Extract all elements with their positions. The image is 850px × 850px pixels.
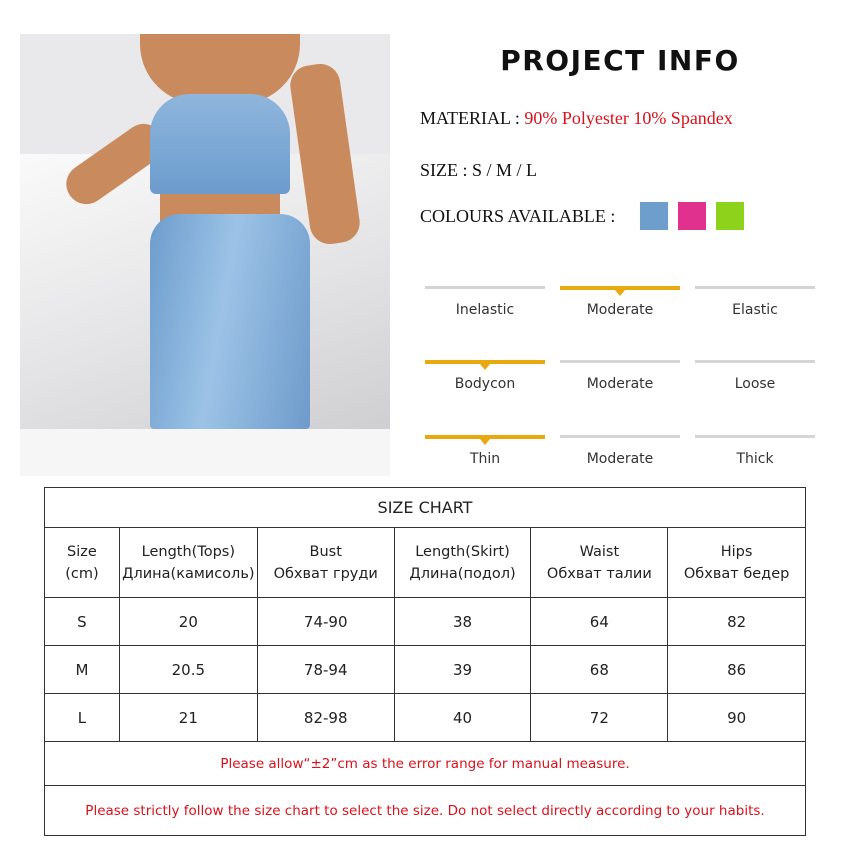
- crop-top: [150, 94, 290, 194]
- table-row: [45, 598, 806, 646]
- header-bust: Bust Обхват груди: [257, 528, 394, 598]
- attr-thickness-thick: Thick: [695, 435, 815, 493]
- table-row: [45, 646, 806, 694]
- header-length-tops: Length(Tops) Длина(камисоль): [119, 528, 257, 598]
- attr-fit-bodycon: Bodycon: [425, 360, 545, 418]
- header-waist: Waist Обхват талии: [531, 528, 668, 598]
- cell-bust: 82-98: [257, 694, 394, 742]
- cell-length-tops: 20: [119, 598, 257, 646]
- cell-waist: 64: [531, 598, 668, 646]
- selected-marker-icon: [480, 439, 490, 445]
- measure-error-note: Please allow“±2”cm as the error range for manual measure.: [45, 742, 806, 786]
- size-advice-row: [45, 786, 806, 836]
- material-value: 90% Polyester 10% Spandex: [524, 108, 733, 128]
- cell-size: L: [45, 694, 120, 742]
- product-photo: [20, 34, 390, 476]
- table-row: [45, 694, 806, 742]
- attr-fit-moderate: Moderate: [560, 360, 680, 418]
- size-label: SIZE :: [420, 160, 472, 180]
- cell-length-skirt: 39: [394, 646, 531, 694]
- selected-marker-icon: [480, 364, 490, 370]
- attr-thickness-thin: Thin: [425, 435, 545, 493]
- cell-size: M: [45, 646, 120, 694]
- size-value: S / M / L: [472, 160, 538, 180]
- cell-size: S: [45, 598, 120, 646]
- colour-swatch-green: [716, 202, 744, 230]
- header-size: Size (cm): [45, 528, 120, 598]
- size-chart-header-row: [45, 528, 806, 598]
- colour-swatch-pink: [678, 202, 706, 230]
- cell-hips: 86: [668, 646, 806, 694]
- cell-length-tops: 21: [119, 694, 257, 742]
- colours-label: COLOURS AVAILABLE :: [420, 206, 616, 226]
- header-hips: Hips Обхват бедер: [668, 528, 806, 598]
- cell-length-skirt: 40: [394, 694, 531, 742]
- attr-fit-loose: Loose: [695, 360, 815, 418]
- cell-bust: 78-94: [257, 646, 394, 694]
- size-chart-title: SIZE CHART: [45, 488, 806, 528]
- header-length-skirt: Length(Skirt) Длина(подол): [394, 528, 531, 598]
- size-chart-table: [44, 487, 806, 836]
- cell-hips: 90: [668, 694, 806, 742]
- cell-length-skirt: 38: [394, 598, 531, 646]
- cell-waist: 72: [531, 694, 668, 742]
- cell-waist: 68: [531, 646, 668, 694]
- attr-elasticity-moderate: Moderate: [560, 286, 680, 344]
- cell-bust: 74-90: [257, 598, 394, 646]
- mini-skirt: [150, 214, 310, 429]
- cell-hips: 82: [668, 598, 806, 646]
- attr-thickness-moderate: Moderate: [560, 435, 680, 493]
- size-chart-title-row: [45, 488, 806, 528]
- size-advice-note: Please strictly follow the size chart to select the size. Do not select directly according to your habits.: [45, 786, 806, 836]
- attr-elasticity-inelastic: Inelastic: [425, 286, 545, 344]
- attr-elasticity-elastic: Elastic: [695, 286, 815, 344]
- colour-swatch-blue: [640, 202, 668, 230]
- selected-marker-icon: [615, 290, 625, 296]
- cell-length-tops: 20.5: [119, 646, 257, 694]
- photo-bottom-margin: [20, 429, 390, 476]
- colours-line: [420, 206, 615, 227]
- size-line: [420, 160, 537, 181]
- material-label: MATERIAL :: [420, 108, 525, 128]
- measure-note-row: [45, 742, 806, 786]
- project-info-title: PROJECT INFO: [500, 44, 740, 77]
- material-line: [420, 108, 733, 129]
